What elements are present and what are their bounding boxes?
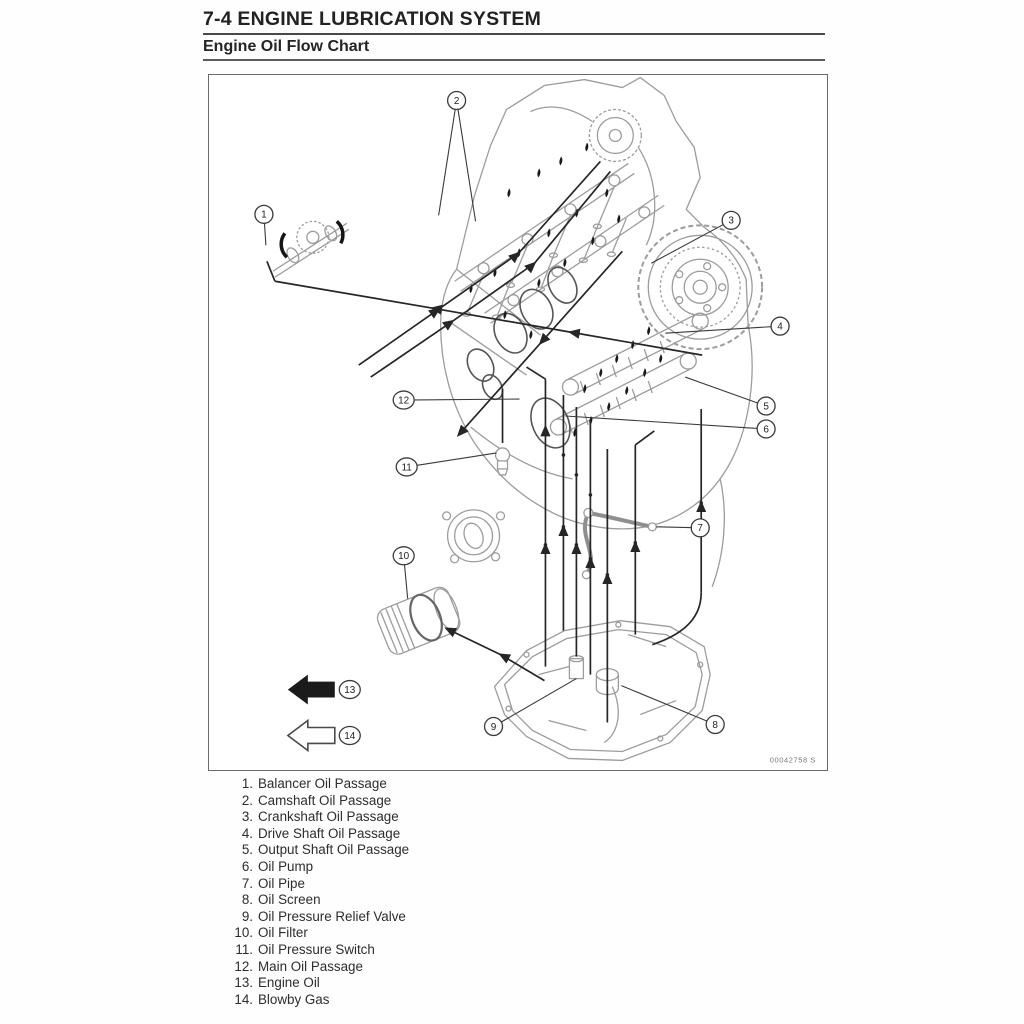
legend-item <box>203 975 623 992</box>
legend-item-number: 11. <box>235 941 253 957</box>
legend-item <box>203 942 623 959</box>
callout-2-leader <box>439 101 457 216</box>
figure-code: 00042758 S <box>769 755 817 765</box>
legend-item-number: 4. <box>241 825 253 841</box>
legend-item-number: 8. <box>241 892 253 908</box>
legend-item <box>203 892 623 909</box>
legend-item <box>203 925 623 942</box>
legend-item-label: Oil Pipe <box>258 875 305 891</box>
engine-oil-flow-diagram <box>209 75 827 770</box>
legend-item-label: Crankshaft Oil Passage <box>258 809 399 825</box>
legend-item-number: 3. <box>241 809 253 825</box>
legend-item-label: Output Shaft Oil Passage <box>258 842 410 858</box>
legend-item-label: Drive Shaft Oil Passage <box>258 825 401 841</box>
callout-2-number: 2 <box>453 95 460 107</box>
legend-item-number: 12. <box>234 958 253 974</box>
legend-item <box>203 859 623 876</box>
callout-3-number: 3 <box>728 215 734 227</box>
legend-item <box>203 876 623 893</box>
callout-7-number: 7 <box>697 523 703 535</box>
legend-item-number: 6. <box>241 858 253 874</box>
subsection-title: Engine Oil Flow Chart <box>203 38 370 55</box>
legend-item-label: Oil Screen <box>258 892 321 908</box>
legend-item <box>203 842 623 859</box>
legend-item <box>203 776 623 793</box>
legend-item <box>203 826 623 843</box>
legend-item-label: Oil Pump <box>258 858 314 874</box>
callout-8-number: 8 <box>712 719 718 731</box>
legend-item-label: Camshaft Oil Passage <box>258 792 392 808</box>
callout-11-leader <box>407 453 497 467</box>
legend-item-label: Blowby Gas <box>258 991 330 1007</box>
callout-5-number: 5 <box>763 401 769 413</box>
callout-1-number: 1 <box>261 209 267 221</box>
legend-item-number: 5. <box>241 842 253 858</box>
legend-item-number: 9. <box>241 908 253 924</box>
legend-item-number: 2. <box>241 792 253 808</box>
callout-4-number: 4 <box>777 321 783 333</box>
legend-item-label: Oil Pressure Switch <box>258 941 375 957</box>
engine-oil-arrow <box>288 675 335 705</box>
callout-11-number: 11 <box>401 462 412 474</box>
legend-item-number: 14. <box>234 991 253 1007</box>
legend-item-label: Main Oil Passage <box>258 958 363 974</box>
legend-item-number: 13. <box>234 975 253 991</box>
callout-12-number: 12 <box>398 395 410 407</box>
legend-item-label: Engine Oil <box>258 975 320 991</box>
legend-item-label: Oil Pressure Relief Valve <box>258 908 406 924</box>
blowby-gas-arrow <box>288 721 335 751</box>
legend-item <box>203 793 623 810</box>
callout-9-number: 9 <box>490 721 497 733</box>
legend-item-label: Balancer Oil Passage <box>258 776 387 791</box>
section-title-rule <box>203 33 825 35</box>
figure-box <box>208 74 828 771</box>
legend-item <box>203 992 623 1009</box>
legend-item-number: 1. <box>241 776 253 791</box>
callout-2-leader <box>457 101 476 222</box>
legend-item <box>203 959 623 976</box>
subsection-title-rule <box>203 59 825 61</box>
callout-6-number: 6 <box>763 424 769 436</box>
callout-13-number: 13 <box>344 684 356 696</box>
legend-item-number: 7. <box>241 875 253 891</box>
section-title: 7-4 ENGINE LUBRICATION SYSTEM <box>203 8 542 30</box>
callout-14-number: 14 <box>344 730 356 742</box>
legend-item-number: 10. <box>234 925 253 941</box>
engine-artwork <box>273 78 762 761</box>
legend-item <box>203 909 623 926</box>
legend-list <box>203 776 623 1008</box>
legend-item-label: Oil Filter <box>258 925 308 941</box>
callout-10-number: 10 <box>398 551 410 563</box>
legend-item <box>203 809 623 826</box>
